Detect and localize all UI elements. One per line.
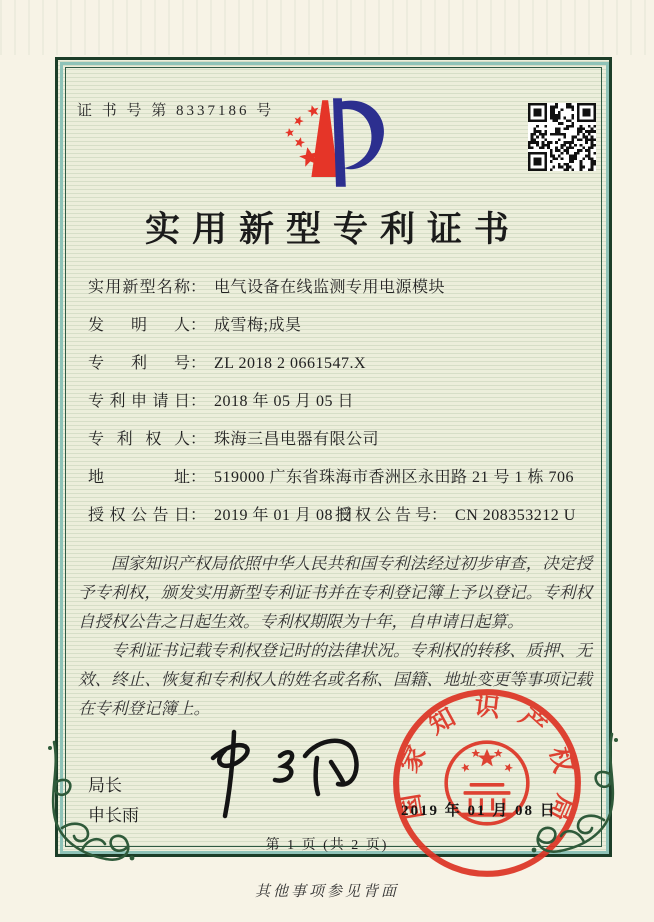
logo-p-bowl (338, 101, 384, 170)
field-grant-number (335, 505, 576, 527)
certificate-number: 证 书 号 第 8337186 号 (77, 103, 275, 119)
certificate-title: 实用新型专利证书 (144, 210, 521, 249)
field-label: 专利权人 (88, 431, 190, 448)
field-label: 专利号 (88, 355, 190, 372)
seal-ring-text: 国家知识产权局 (392, 690, 582, 842)
field-label: 专利申请日 (88, 393, 190, 410)
corner-flourish-icon (44, 738, 139, 873)
field-row-address (88, 467, 575, 489)
field-label: 授权公告日 (88, 507, 190, 524)
back-side-note: 其他事项参见背面 (254, 884, 399, 900)
director-signature (185, 726, 380, 824)
field-row-grant-date (88, 505, 576, 527)
colon: ： (190, 393, 207, 410)
field-list (88, 277, 576, 543)
field-value: 2018 年 05 月 05 日 (214, 393, 355, 410)
field-row-filing-date (88, 391, 566, 413)
field-row-name (88, 277, 566, 299)
field-row-inventor (88, 315, 566, 337)
field-value: ZL 2018 2 0661547.X (214, 355, 367, 372)
field-value: 珠海三昌电器有限公司 (214, 431, 380, 448)
field-label: 地址 (88, 469, 190, 486)
director-title: 局长 (88, 776, 122, 795)
colon: ： (190, 279, 207, 296)
colon: ： (431, 507, 448, 524)
director-name: 申长雨 (88, 806, 139, 825)
seal-date: 2019 年 01 月 08 日 (401, 803, 557, 819)
field-value: 2019 年 01 月 08 日 (214, 507, 355, 524)
field-label: 授权公告号 (335, 507, 431, 524)
legal-paragraph-2: 专利证书记载专利权登记时的法律状况。专利权的转移、质押、无效、终止、恢复和专利权人的姓名或名称、国籍、地址变更等事项记载在专利登记簿上。 (78, 641, 592, 718)
colon: ： (190, 507, 207, 524)
field-value: 电气设备在线监测专用电源模块 (214, 279, 446, 296)
colon: ： (190, 431, 207, 448)
corner-flourish-icon (527, 730, 622, 865)
colon: ： (190, 317, 207, 334)
field-value: 519000 广东省珠海市香洲区永田路 21 号 1 栋 706 (214, 469, 575, 486)
field-label: 发明人 (88, 317, 190, 334)
field-row-patentee (88, 429, 566, 451)
cnipa-logo-icon (276, 94, 394, 198)
field-value: CN 208353212 U (455, 507, 576, 524)
legal-paragraph-1: 国家知识产权局依照中华人民共和国专利法经过初步审查，决定授予专利权，颁发实用新型专利证书并在专利登记簿上予以登记。专利权自授权公告之日起生效。专利权期限为十年，自申请日起算。 (78, 554, 592, 631)
colon: ： (190, 469, 207, 486)
field-value: 成雪梅;成昊 (214, 317, 302, 334)
colon: ： (190, 355, 207, 372)
field-row-patent-no (88, 353, 566, 375)
page-number: 第 1 页 (共 2 页) (265, 838, 389, 853)
qr-code (528, 103, 596, 171)
field-label: 实用新型名称 (88, 279, 190, 296)
